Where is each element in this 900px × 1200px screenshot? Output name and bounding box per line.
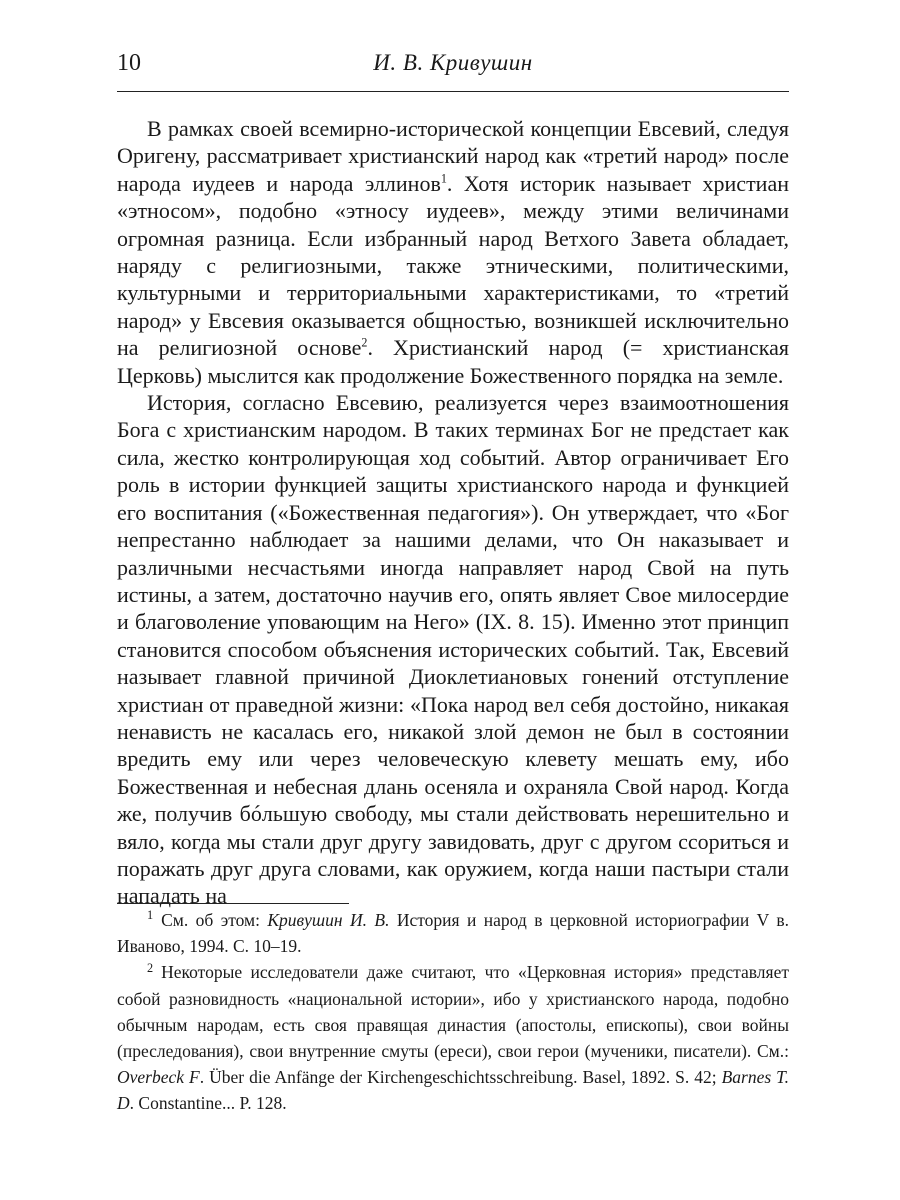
footnote-2-citation-1: . Über die Anfänge der Kirchengeschichtsschreibung. Basel, 1892. S. 42; bbox=[199, 1067, 722, 1088]
footnote-1-mark: 1 bbox=[147, 908, 154, 923]
paragraph-2: История, согласно Евсевию, реализуется через взаимоотношения Бога с христианским народом. В таких терминах Бог не предстает как сила, жестко контролирующая ход событий. Автор ограничивает Его роль в истории функцией защиты христианского народа и функцией его воспитания («Божественная педагогия»). Он утверждает, что «Бог непрестанно наблюдает за нашими делами, что Он наказывает и различными несчастьями иногда направляет народ Свой на путь истины, а затем, достаточно научив его, опять являет Свое милосердие и благоволение уповающим на Него» (IX. 8. 15). Именно этот принцип становится способом объяснения исторических событий. Так, Евсевий называет главной причиной Диоклетиановых гонений отступление христиан от праведной жизни: «Пока народ вел себя достойно, никакая ненависть не касалась его, никакой злой демон не был в состоянии вредить ему или через человеческую клевету мешать ему, ибо Божественная и небесная длань осеняла и охраняла Свой народ. Когда же, получив бóльшую свободу, мы стали действовать нерешительно и вяло, когда мы стали друг другу завидовать, друг с другом ссориться и поражать друг друга словами, как оружием, когда наши пастыри стали нападать на bbox=[117, 390, 789, 909]
footnote-2-text: Некоторые исследователи даже считают, что «Церковная история» представляет собой разновидность «национальной истории», ибо у христианского народа, подобно обычным народам, есть своя правящая династия (апостолы, епископы), свои войны (преследования), свои внутренние смуты (ереси), свои герои (мученики, писатели). См.: bbox=[117, 962, 789, 1062]
paragraph-1 bbox=[117, 115, 789, 389]
page-header bbox=[117, 44, 789, 84]
footnote-ref-2[interactable]: 2 bbox=[361, 335, 368, 350]
main-text bbox=[117, 115, 789, 910]
paragraph-1-part-b: . Хотя историк называет христиан «этносом», подобно «этносу иудеев», между этими величинами огромная разница. Если избранный народ Ветхого Завета обладает, наряду с религиозными, также этническими, политическими, культурными и территориальными характеристиками, то «третий народ» у Евсевия оказывается общностью, возникшей исключительно на религиозной основе bbox=[117, 170, 789, 361]
footnote-1-citation: История и народ в церковной историографии V в. Иваново, 1994. С. 10–19. bbox=[117, 910, 789, 957]
footnote-2-mark: 2 bbox=[147, 960, 154, 975]
footnotes bbox=[117, 907, 789, 1117]
footnote-2-author-2: Barnes T. D bbox=[117, 1067, 789, 1114]
footnote-rule bbox=[117, 903, 349, 904]
footnote-2-author-1: Overbeck F bbox=[117, 1067, 200, 1088]
paragraph-1-part-a: В рамках своей всемирно-исторической концепции Евсевий, следуя Оригену, рассматривает христианский народ как «третий народ» после народа иудеев и народа эллинов bbox=[117, 116, 789, 196]
footnote-ref-1[interactable]: 1 bbox=[440, 171, 447, 186]
running-head-author: И. В. Кривушин bbox=[373, 50, 533, 75]
paragraph-1-part-c: . Христианский народ (= христианская Церковь) мыслится как продолжение Божественного порядка на земле. bbox=[117, 335, 789, 388]
header-rule bbox=[117, 91, 789, 92]
footnote-2-citation-2: . Constantine... P. 128. bbox=[129, 1093, 287, 1114]
footnote-1 bbox=[117, 907, 789, 959]
footnote-1-intro: См. об этом: bbox=[161, 910, 268, 930]
footnote-1-author: Кривушин И. В. bbox=[267, 910, 390, 930]
page-number: 10 bbox=[117, 50, 141, 76]
footnote-2 bbox=[117, 959, 789, 1116]
